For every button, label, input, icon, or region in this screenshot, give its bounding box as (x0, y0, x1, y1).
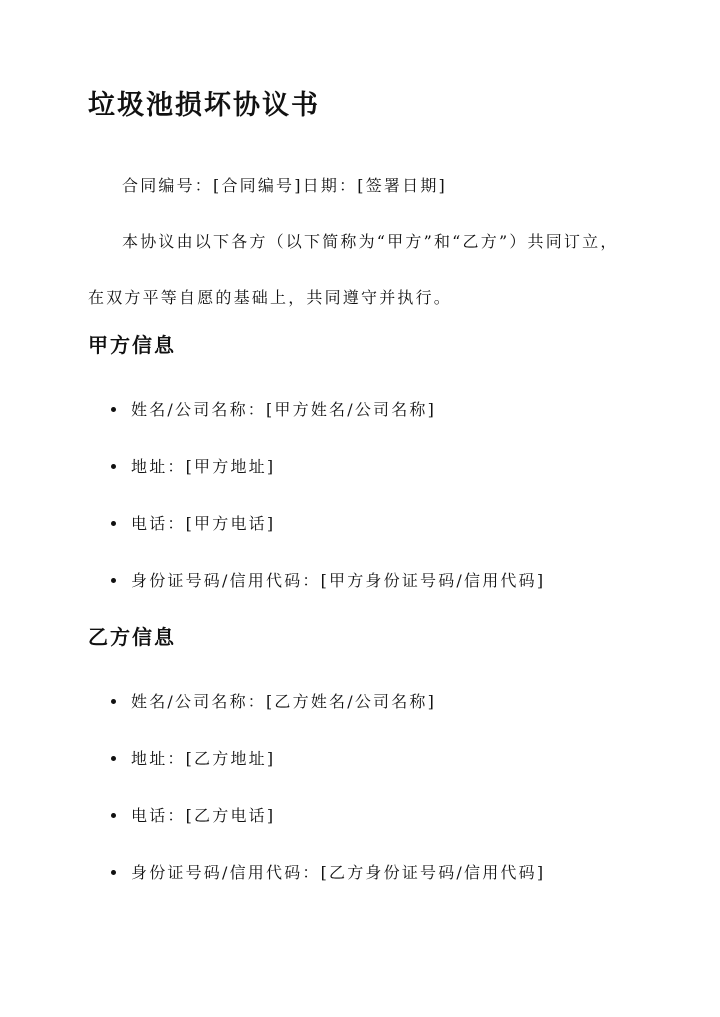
bullet-icon (111, 521, 116, 526)
party-a-phone-item (88, 495, 545, 552)
party-b-address-text: 地址：[乙方地址] (131, 749, 276, 768)
party-b-address-item (88, 730, 545, 787)
party-a-address-text: 地址：[甲方地址] (131, 457, 276, 476)
document-title: 垃圾池损坏协议书 (88, 90, 320, 121)
intro-paragraph: 本协议由以下各方（以下简称为“甲方”和“乙方”）共同订立，在双方平等自愿的基础上，共同遵守并执行。 (88, 232, 619, 307)
party-b-phone-item (88, 787, 545, 844)
party-b-info-list (88, 673, 545, 901)
party-b-id-text: 身份证号码/信用代码：[乙方身份证号码/信用代码] (131, 863, 546, 882)
contract-meta-line: 合同编号：[合同编号]日期：[签署日期] (122, 176, 447, 195)
party-a-id-item (88, 552, 545, 609)
party-b-name-item (88, 673, 545, 730)
bullet-icon (111, 813, 116, 818)
bullet-icon (111, 464, 116, 469)
bullet-icon (111, 407, 116, 412)
party-a-address-item (88, 438, 545, 495)
party-b-phone-text: 电话：[乙方电话] (131, 806, 276, 825)
party-a-info-list (88, 381, 545, 609)
bullet-icon (111, 870, 116, 875)
bullet-icon (111, 578, 116, 583)
party-a-name-item (88, 381, 545, 438)
party-b-heading: 乙方信息 (88, 625, 176, 649)
party-b-id-item (88, 844, 545, 901)
party-a-heading: 甲方信息 (88, 333, 176, 357)
bullet-icon (111, 699, 116, 704)
bullet-icon (111, 756, 116, 761)
party-a-id-text: 身份证号码/信用代码：[甲方身份证号码/信用代码] (131, 571, 546, 590)
party-a-name-text: 姓名/公司名称：[甲方姓名/公司名称] (131, 400, 437, 419)
party-b-name-text: 姓名/公司名称：[乙方姓名/公司名称] (131, 692, 437, 711)
party-a-phone-text: 电话：[甲方电话] (131, 514, 276, 533)
